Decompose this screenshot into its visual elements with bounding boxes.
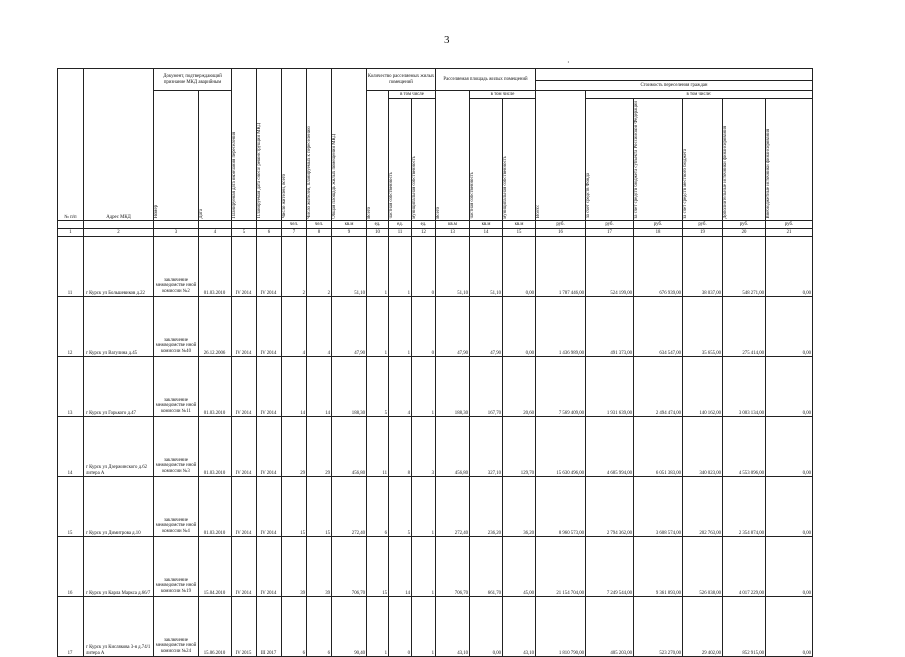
cell-rooms: 6 [367, 477, 389, 537]
cell-nonbud: 0,00 [766, 357, 813, 417]
column-number-cell: 16 [536, 229, 586, 237]
header-area-private-text: частная собственность [470, 171, 475, 219]
header-local-text: за счет средств местного бюджета [683, 148, 688, 219]
cell-cost: 1 810 790,00 [536, 597, 586, 657]
header-residents-total [282, 69, 307, 221]
cell-sq-priv: 661,70 [470, 537, 503, 597]
cell-rooms-mun: 0 [412, 297, 436, 357]
cell-sq-mun: 129,70 [503, 417, 536, 477]
cell-rooms-mun: 1 [412, 357, 436, 417]
unit-cell [257, 221, 282, 229]
header-area-incl: в том числе [470, 91, 536, 99]
cell-local: 202 763,00 [683, 477, 723, 537]
header-cost-spacer [536, 69, 813, 81]
header-cost-total-text: Всего: [536, 205, 541, 219]
table-row [58, 237, 813, 297]
cell-demo: IV 2014 [257, 297, 282, 357]
column-number-cell: 3 [154, 229, 199, 237]
cell-res-plan: 39 [307, 537, 332, 597]
column-number-cell: 1 [58, 229, 84, 237]
cell-date: 15.04.2010 [199, 537, 232, 597]
header-planned-demolition-text: Планируемая дата сноса/ реконструкции МКД [257, 123, 262, 219]
cell-addr: г Курск ул Димитрова д.10 [84, 477, 154, 537]
column-number-cell: 11 [389, 229, 412, 237]
unit-cell: руб. [634, 221, 683, 229]
cell-doc: заключение межведомстве нной комиссии №19 [154, 537, 199, 597]
cell-rooms: 1 [367, 237, 389, 297]
cell-sq: 188,30 [436, 357, 470, 417]
cell-res-plan: 6 [307, 597, 332, 657]
header-area-total [436, 91, 470, 221]
cell-date: 26.12.2006 [199, 297, 232, 357]
cell-n: 17 [58, 597, 84, 657]
cell-res-total: 4 [282, 297, 307, 357]
cell-local: 38 037,00 [683, 237, 723, 297]
page-number: 3 [444, 34, 450, 46]
unit-cell: руб. [766, 221, 813, 229]
cell-nonbud: 0,00 [766, 237, 813, 297]
cell-sq: 47,90 [436, 297, 470, 357]
unit-cell: кв.м [470, 221, 503, 229]
cell-cost: 8 960 573,00 [536, 477, 586, 537]
units-row [58, 221, 813, 229]
cell-rooms-priv: 8 [389, 417, 412, 477]
cell-addr: г Курск ул Кислякова 3-я д.74/1 литера А [84, 597, 154, 657]
unit-cell: чел. [282, 221, 307, 229]
cell-date: 01.03.2010 [199, 237, 232, 297]
column-number-cell: 10 [367, 229, 389, 237]
cell-doc: заключение межведомстве нной комиссии №11 [154, 357, 199, 417]
header-rooms-private [389, 99, 412, 221]
table-row [58, 297, 813, 357]
header-residents-total-text: Число жителей, всего [282, 174, 287, 219]
cell-doc: заключение межведомстве нной комиссии №40 [154, 297, 199, 357]
cell-doc: заключение межведомстве нной комиссии №2 [154, 237, 199, 297]
cell-region: 3 608 574,00 [634, 477, 683, 537]
cell-local: 35 655,00 [683, 297, 723, 357]
header-area-municipal-text: муниципальная собственность [503, 155, 508, 219]
unit-cell [199, 221, 232, 229]
cell-nonbud: 0,00 [766, 597, 813, 657]
cell-region: 523 270,00 [634, 597, 683, 657]
table-row [58, 597, 813, 657]
cell-rooms: 15 [367, 537, 389, 597]
cell-end: IV 2014 [232, 537, 257, 597]
cell-sq-priv: 236,20 [470, 477, 503, 537]
cell-sq-mun: 0,00 [503, 237, 536, 297]
header-nonbudget-text: Внебюджетные источники финансирования [766, 129, 771, 219]
unit-cell: ед. [389, 221, 412, 229]
cell-fund: 4 685 994,00 [586, 417, 634, 477]
cell-cost: 15 630 496,00 [536, 417, 586, 477]
cell-extra: 4 017 229,00 [723, 537, 766, 597]
cell-res-total: 6 [282, 597, 307, 657]
header-rooms-private-text: частная собственность [389, 171, 394, 219]
header-document-group: Документ, подтверждающий признание МКД аварийным [154, 69, 232, 91]
header-region-text: за счет средств бюджета субъекта Российской Федерации [634, 101, 639, 219]
cell-n: 15 [58, 477, 84, 537]
header-cost-total [536, 91, 586, 221]
header-planned-demolition [257, 69, 282, 221]
cell-addr: г Курск ул Дзержинского д.62 литера А [84, 417, 154, 477]
header-area-group: Расселяемая площадь жилых помещений [436, 69, 536, 91]
cell-end: IV 2014 [232, 417, 257, 477]
cell-rooms: 5 [367, 357, 389, 417]
header-rooms-total-text: Всего [367, 206, 372, 219]
cell-end: IV 2014 [232, 477, 257, 537]
cell-cost: 7 569 409,00 [536, 357, 586, 417]
cell-addr: г Курск ул Горького д.47 [84, 357, 154, 417]
cell-doc: заключение межведомстве нной комиссии №3 [154, 417, 199, 477]
unit-cell: руб. [723, 221, 766, 229]
cell-local: 29 402,00 [683, 597, 723, 657]
header-area-municipal [503, 99, 536, 221]
header-doc-date [199, 91, 232, 221]
cell-res-plan: 14 [307, 357, 332, 417]
cell-doc: заключение межведомстве нной комиссии №24 [154, 597, 199, 657]
cell-rooms-priv: 0 [389, 597, 412, 657]
cell-addr: г Курск ул Вагулина д.45 [84, 297, 154, 357]
unit-cell [58, 221, 84, 229]
cell-res-total: 15 [282, 477, 307, 537]
header-residents-planned-text: Число жителей, планируемых к переселению [307, 125, 312, 219]
cell-rooms: 11 [367, 417, 389, 477]
unit-cell: ед. [367, 221, 389, 229]
cell-fund: 491 373,00 [586, 297, 634, 357]
column-number-cell: 2 [84, 229, 154, 237]
table-row [58, 537, 813, 597]
cell-sq: 272,40 [436, 477, 470, 537]
cell-n: 16 [58, 537, 84, 597]
cell-rooms-priv: 14 [389, 537, 412, 597]
cell-res-plan: 15 [307, 477, 332, 537]
cell-demo: IV 2014 [257, 417, 282, 477]
header-fund-text: за счет средств Фонда [586, 173, 591, 219]
cell-rooms-priv: 1 [389, 297, 412, 357]
cell-res-total: 14 [282, 357, 307, 417]
cell-sq-mun: 0,00 [503, 297, 536, 357]
cell-sq: 706,70 [436, 537, 470, 597]
cell-end: IV 2014 [232, 237, 257, 297]
dot-mark: · [567, 58, 570, 67]
cell-cost: 1 436 989,00 [536, 297, 586, 357]
unit-cell [154, 221, 199, 229]
cell-end: IV 2014 [232, 357, 257, 417]
cell-n: 12 [58, 297, 84, 357]
cell-sq-mun: 45,00 [503, 537, 536, 597]
unit-cell: ед. [412, 221, 436, 229]
cell-date: 15.06.2010 [199, 597, 232, 657]
cell-rooms: 1 [367, 597, 389, 657]
cell-n: 11 [58, 237, 84, 297]
header-fund [586, 99, 634, 221]
header-area-total-text: Всего [436, 206, 441, 219]
cell-extra: 275 414,00 [723, 297, 766, 357]
cell-date: 01.03.2010 [199, 417, 232, 477]
cell-demo: III 2017 [257, 597, 282, 657]
cell-sq-mun: 43,10 [503, 597, 536, 657]
header-local [683, 99, 723, 221]
cell-res-plan: 4 [307, 297, 332, 357]
header-doc-number [154, 91, 199, 221]
header-rooms-group: Количество расселяемых жилых помещений [367, 69, 436, 91]
header-extra-text: Дополнительные источники финансирования [723, 125, 728, 219]
cell-rooms: 1 [367, 297, 389, 357]
unit-cell: руб. [536, 221, 586, 229]
table-row [58, 477, 813, 537]
unit-cell: кв.м [332, 221, 367, 229]
unit-cell [84, 221, 154, 229]
header-address: Адрес МКД [84, 69, 154, 221]
header-planned-end [232, 69, 257, 221]
unit-cell: руб. [586, 221, 634, 229]
cell-cost: 1 787 446,00 [536, 237, 586, 297]
cell-res-total: 39 [282, 537, 307, 597]
cell-area: 47,90 [332, 297, 367, 357]
cell-rooms-mun: 3 [412, 417, 436, 477]
header-cost-group: Стоимость переселения граждан [536, 81, 813, 91]
cell-extra: 3 003 134,00 [723, 357, 766, 417]
cell-region: 9 361 893,00 [634, 537, 683, 597]
header-region [634, 99, 683, 221]
cell-cost: 21 154 704,00 [536, 537, 586, 597]
cell-addr: г Курск ул Большевиков д.22 [84, 237, 154, 297]
column-number-cell: 4 [199, 229, 232, 237]
unit-cell: чел. [307, 221, 332, 229]
cell-date: 01.03.2010 [199, 477, 232, 537]
header-planned-end-text: Планируемая дата окончания переселения [232, 132, 237, 219]
cell-doc: заключение межведомстве нной комиссии №4 [154, 477, 199, 537]
header-rooms-municipal [412, 99, 436, 221]
cell-res-total: 2 [282, 237, 307, 297]
cell-area: 456,80 [332, 417, 367, 477]
header-doc-number-text: Номер [154, 205, 159, 219]
header-doc-date-text: Дата [199, 208, 204, 219]
cell-local: 140 162,00 [683, 357, 723, 417]
cell-local: 526 038,00 [683, 537, 723, 597]
cell-rooms-priv: 4 [389, 357, 412, 417]
cell-nonbud: 0,00 [766, 477, 813, 537]
cell-res-plan: 29 [307, 417, 332, 477]
column-number-cell: 17 [586, 229, 634, 237]
column-number-row [58, 229, 813, 237]
column-number-cell: 15 [503, 229, 536, 237]
cell-sq: 456,80 [436, 417, 470, 477]
unit-cell [232, 221, 257, 229]
cell-fund: 524 199,00 [586, 237, 634, 297]
unit-cell: руб. [683, 221, 723, 229]
header-rooms-total [367, 91, 389, 221]
cell-fund: 2 794 362,00 [586, 477, 634, 537]
cell-extra: 548 271,00 [723, 237, 766, 297]
cell-nonbud: 0,00 [766, 417, 813, 477]
cell-sq-priv: 167,70 [470, 357, 503, 417]
cell-rooms-priv: 5 [389, 477, 412, 537]
cell-rooms-mun: 0 [412, 237, 436, 297]
column-number-cell: 13 [436, 229, 470, 237]
cell-region: 634 547,00 [634, 297, 683, 357]
cell-area: 51,10 [332, 237, 367, 297]
resettlement-table [57, 68, 813, 657]
header-number: № п/п [58, 69, 84, 221]
header-extra [723, 99, 766, 221]
header-rooms-municipal-text: муниципальная собственность [412, 155, 417, 219]
header-rooms-incl: в том числе [389, 91, 436, 99]
cell-extra: 2 354 874,00 [723, 477, 766, 537]
cell-sq-priv: 47,90 [470, 297, 503, 357]
cell-sq: 43,10 [436, 597, 470, 657]
header-nonbudget [766, 99, 813, 221]
cell-fund: 1 931 639,00 [586, 357, 634, 417]
cell-fund: 7 249 544,00 [586, 537, 634, 597]
cell-date: 01.03.2010 [199, 357, 232, 417]
cell-rooms-mun: 1 [412, 477, 436, 537]
column-number-cell: 19 [683, 229, 723, 237]
cell-region: 676 939,00 [634, 237, 683, 297]
table-row [58, 417, 813, 477]
header-total-area [332, 69, 367, 221]
cell-sq-priv: 327,10 [470, 417, 503, 477]
cell-area: 188,30 [332, 357, 367, 417]
cell-n: 14 [58, 417, 84, 477]
cell-extra: 4 553 096,00 [723, 417, 766, 477]
cell-sq-priv: 0,00 [470, 597, 503, 657]
cell-extra: 852 915,00 [723, 597, 766, 657]
cell-addr: г Курск ул Карла Маркса д.66/7 [84, 537, 154, 597]
unit-cell: кв.м [436, 221, 470, 229]
cell-demo: IV 2014 [257, 237, 282, 297]
header-area-private [470, 99, 503, 221]
cell-rooms-mun: 1 [412, 597, 436, 657]
column-number-cell: 18 [634, 229, 683, 237]
cell-sq-priv: 51,10 [470, 237, 503, 297]
cell-sq: 51,10 [436, 237, 470, 297]
column-number-cell: 12 [412, 229, 436, 237]
cell-demo: IV 2014 [257, 537, 282, 597]
column-number-cell: 7 [282, 229, 307, 237]
cell-rooms-mun: 1 [412, 537, 436, 597]
cell-area: 272,40 [332, 477, 367, 537]
column-number-cell: 8 [307, 229, 332, 237]
cell-demo: IV 2014 [257, 477, 282, 537]
cell-demo: IV 2014 [257, 357, 282, 417]
column-number-cell: 14 [470, 229, 503, 237]
header-total-area-text: Общая площадь жилых помещений МКД [332, 133, 337, 219]
column-number-cell: 21 [766, 229, 813, 237]
table-row [58, 357, 813, 417]
cell-fund: 405 203,00 [586, 597, 634, 657]
cell-sq-mun: 20,60 [503, 357, 536, 417]
cell-nonbud: 0,00 [766, 537, 813, 597]
cell-res-total: 29 [282, 417, 307, 477]
cell-region: 2 494 474,00 [634, 357, 683, 417]
cell-local: 340 023,00 [683, 417, 723, 477]
header-cost-incl: в том числе: [586, 91, 813, 99]
cell-rooms-priv: 1 [389, 237, 412, 297]
cell-area: 90,40 [332, 597, 367, 657]
column-number-cell: 9 [332, 229, 367, 237]
unit-cell: кв.м [503, 221, 536, 229]
cell-n: 13 [58, 357, 84, 417]
cell-sq-mun: 36,20 [503, 477, 536, 537]
cell-nonbud: 0,00 [766, 297, 813, 357]
cell-end: IV 2014 [232, 297, 257, 357]
cell-end: IV 2015 [232, 597, 257, 657]
column-number-cell: 5 [232, 229, 257, 237]
header-residents-planned [307, 69, 332, 221]
column-number-cell: 20 [723, 229, 766, 237]
cell-res-plan: 2 [307, 237, 332, 297]
cell-region: 6 051 383,00 [634, 417, 683, 477]
column-number-cell: 6 [257, 229, 282, 237]
cell-area: 706,70 [332, 537, 367, 597]
